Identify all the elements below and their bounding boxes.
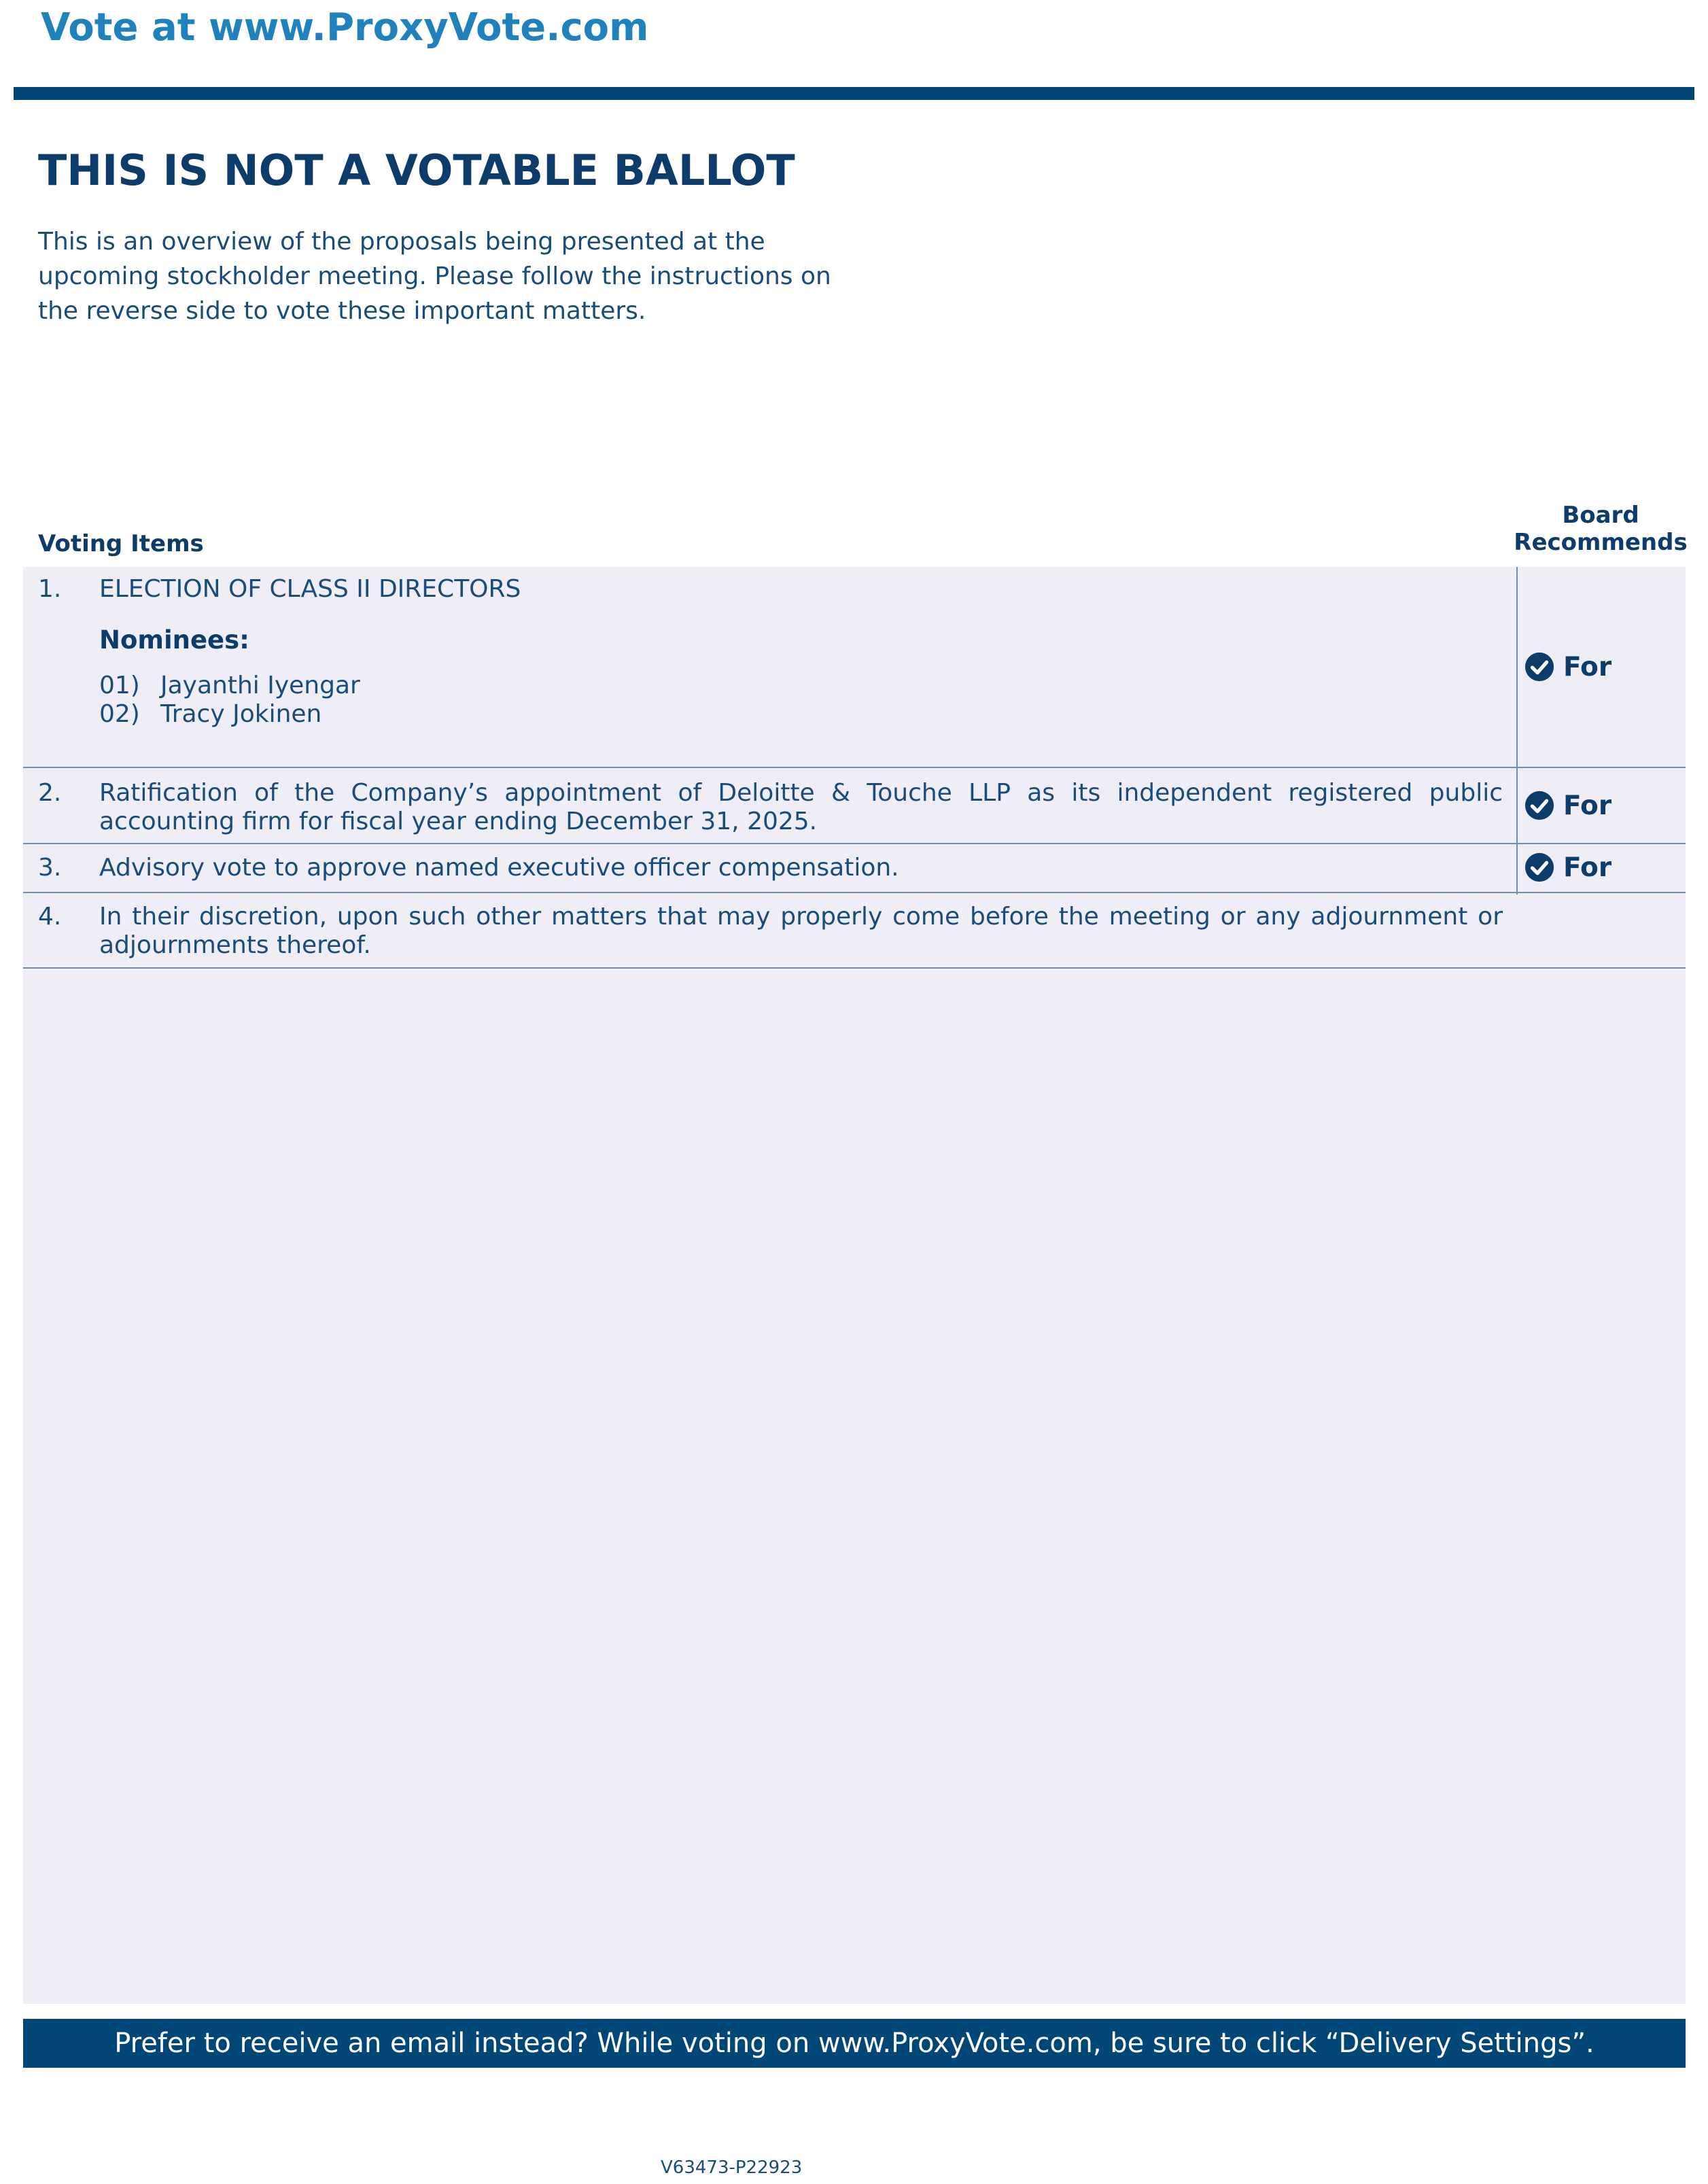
check-circle-icon: [1524, 852, 1555, 883]
nominee-1-number: 01): [99, 672, 140, 699]
item-4-text: In their discretion, upon such other matters that may properly come before the meeting or any adjournment or adjournments thereof.: [99, 903, 1503, 959]
voting-items-header: Voting Items: [38, 530, 204, 557]
job-code: V63473-P22923: [661, 2157, 803, 2178]
nominee-1: [99, 672, 360, 699]
item-3-text: Advisory vote to approve named executive officer compensation.: [99, 854, 899, 882]
item-4-number: 4.: [38, 903, 62, 931]
item-1-recommendation: [1524, 651, 1611, 682]
item-3-number: 3.: [38, 854, 62, 882]
intro-paragraph: This is an overview of the proposals being presented at the upcoming stockholder meeting. Please follow the instructions on the reverse side to vote these important matters.: [38, 228, 831, 325]
recommendation-column-divider: [1516, 567, 1518, 895]
nominee-2-number: 02): [99, 700, 140, 728]
item-2-recommendation: [1524, 790, 1611, 821]
check-circle-icon: [1524, 651, 1555, 682]
nominee-2: [99, 700, 321, 728]
row-divider-4: [23, 967, 1686, 969]
check-circle-icon: [1524, 790, 1555, 821]
nominees-label: Nominees:: [99, 625, 249, 655]
nominee-1-name: Jayanthi Iyengar: [160, 672, 360, 699]
proxyvote-link[interactable]: Vote at www.ProxyVote.com: [41, 5, 649, 50]
page-title: THIS IS NOT A VOTABLE BALLOT: [38, 145, 795, 195]
board-header-line1: Board: [1562, 502, 1639, 529]
board-header-line2: Recommends: [1514, 529, 1688, 556]
row-divider-1: [23, 767, 1686, 768]
item-1-recommendation-label: For: [1563, 651, 1612, 682]
row-divider-3: [23, 892, 1686, 893]
item-2-recommendation-label: For: [1563, 790, 1612, 821]
item-1-text: ELECTION OF CLASS II DIRECTORS: [99, 575, 521, 603]
delivery-settings-banner: Prefer to receive an email instead? While voting on www.ProxyVote.com, be sure to click “Delivery Settings”.: [23, 2019, 1686, 2068]
board-recommends-header: [1513, 502, 1688, 556]
item-3-recommendation: [1524, 852, 1611, 883]
item-2-number: 2.: [38, 779, 62, 807]
item-1-number: 1.: [38, 575, 62, 603]
nominee-2-name: Tracy Jokinen: [160, 700, 322, 728]
row-divider-2: [23, 843, 1686, 844]
item-2-text: Ratification of the Company’s appointment of Deloitte & Touche LLP as its independent registered public accounting firm for fiscal year ending December 31, 2025.: [99, 779, 1503, 835]
header-divider: [14, 87, 1694, 100]
item-3-recommendation-label: For: [1563, 852, 1612, 883]
